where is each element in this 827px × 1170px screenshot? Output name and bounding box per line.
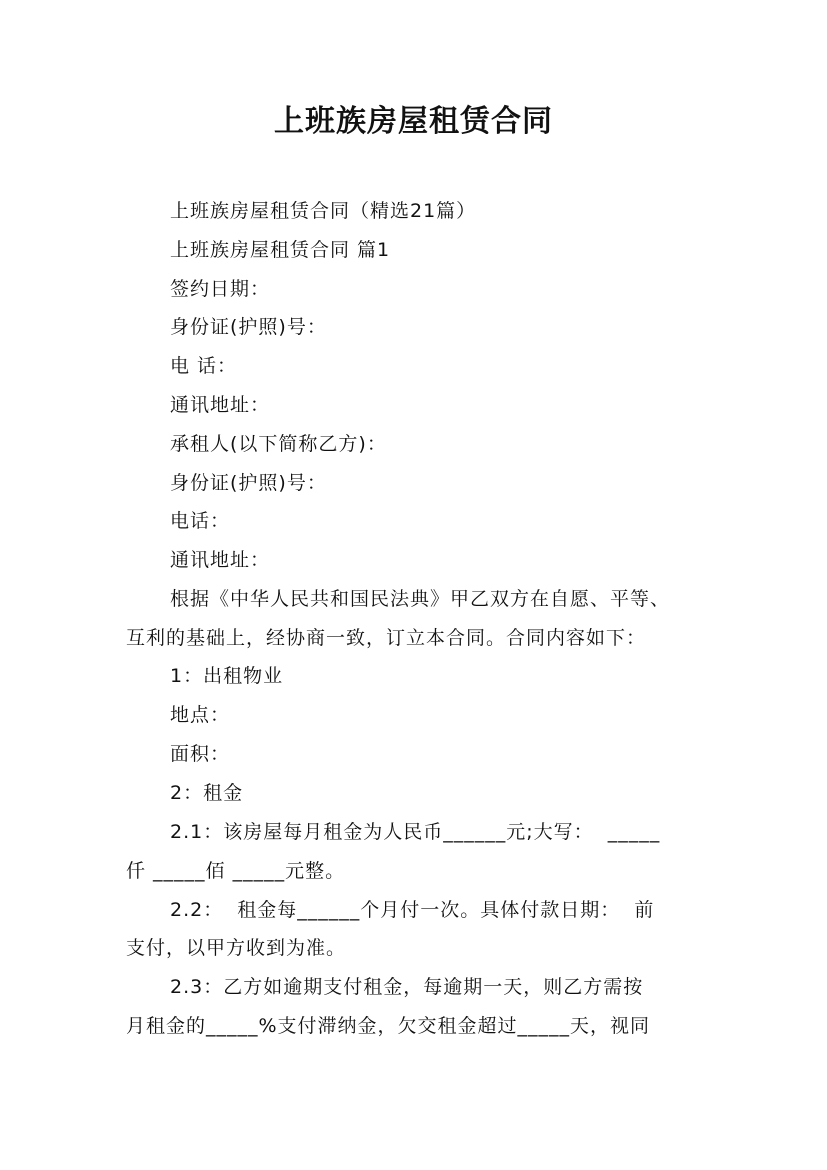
clause-heading: 2：租金 bbox=[170, 782, 244, 804]
id-number-field: 身份证(护照)号： bbox=[170, 316, 327, 338]
paragraph-line: 根据《中华人民共和国民法典》甲乙双方在自愿、平等、 bbox=[170, 588, 671, 610]
tenant-field: 承租人(以下简称乙方)： bbox=[170, 433, 387, 455]
tenant-id-number-field: 身份证(护照)号： bbox=[170, 472, 327, 494]
clause-line: 月租金的_____%支付滞纳金，欠交租金超过_____天，视同 bbox=[126, 1015, 651, 1037]
phone-field: 电 话： bbox=[170, 355, 238, 377]
tenant-phone-field: 电话： bbox=[170, 510, 231, 532]
document-title: 上班族房屋租赁合同 bbox=[274, 104, 553, 139]
area-field: 面积： bbox=[170, 743, 231, 765]
clause-line: 2.3：乙方如逾期支付租金，每逾期一天，则乙方需按 bbox=[170, 976, 644, 998]
tenant-address-field: 通讯地址： bbox=[170, 549, 271, 571]
clause-line: 支付，以甲方收到为准。 bbox=[126, 937, 347, 959]
clause-heading: 1：出租物业 bbox=[170, 665, 284, 687]
location-field: 地点： bbox=[170, 704, 231, 726]
clause-line: 仟 _____佰 _____元整。 bbox=[126, 860, 346, 882]
section-heading: 上班族房屋租赁合同 篇1 bbox=[170, 239, 391, 261]
clause-line: 2.2： 租金每______个月付一次。具体付款日期： 前 bbox=[170, 899, 655, 921]
address-field: 通讯地址： bbox=[170, 394, 271, 416]
subtitle-line: 上班族房屋租赁合同（精选21篇） bbox=[170, 200, 477, 222]
signing-date-field: 签约日期： bbox=[170, 278, 271, 300]
clause-line: 2.1：该房屋每月租金为人民币______元;大写： _____ bbox=[170, 821, 661, 843]
paragraph-line: 互利的基础上，经协商一致，订立本合同。合同内容如下： bbox=[126, 627, 647, 649]
